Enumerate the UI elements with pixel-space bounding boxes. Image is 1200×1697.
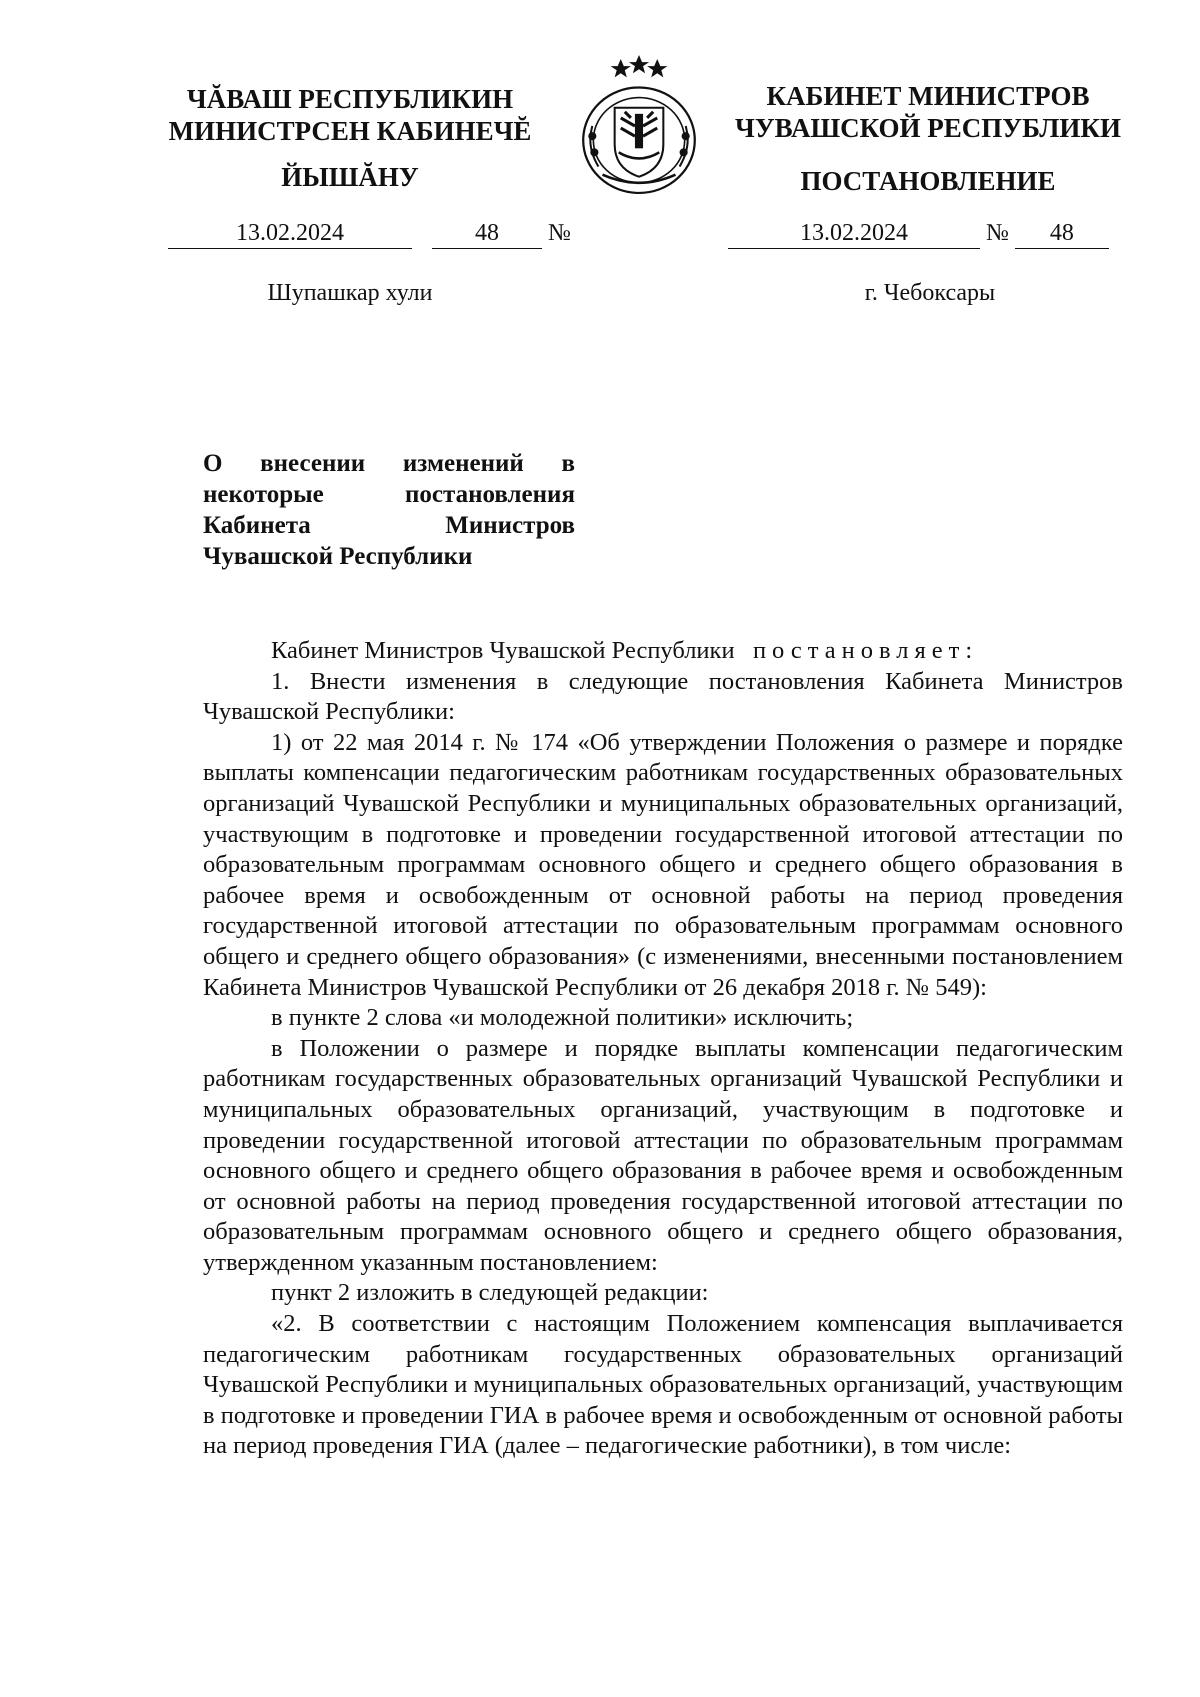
header-right-doc-type: ПОСТАНОВЛЕНИЕ <box>800 166 1056 196</box>
header-right-place: г. Чебоксары <box>864 280 996 306</box>
header-right-number-sign: № <box>986 220 1009 246</box>
preamble-lead: Кабинет Министров Чувашской Республики <box>271 637 735 664</box>
header-left-doc-type: ЙЫШĂНУ <box>281 162 419 192</box>
header-left-authority <box>150 83 550 147</box>
header-left-place: Шупашкар хули <box>267 280 433 306</box>
header-left-number: 48 <box>432 220 542 249</box>
header-left-line1: ЧĂВАШ РЕСПУБЛИКИН <box>186 84 514 114</box>
header-left-number-sign: № <box>548 220 571 246</box>
header-right-authority <box>728 80 1128 144</box>
document-body <box>203 636 1123 1462</box>
body-paragraph-4: в Положении о размере и порядке выплаты компенсации педагогическим работникам государственных образовательных организаций Чувашской Республики и муниципальных образовательных организаций, участвующим в подготовке и проведении государственной итоговой аттестации по образовательным программам основного общего и среднего общего образования в рабочее время и освобожденным от основной работы на период проведения государственной итоговой аттестации по образовательным программам основного общего и среднего общего образования, утвержденном указанным постановлением: <box>203 1034 1123 1276</box>
body-paragraph-preamble <box>203 636 1123 667</box>
chuvash-coat-of-arms-icon <box>568 55 710 197</box>
header-right-line2: ЧУВАШСКОЙ РЕСПУБЛИКИ <box>735 113 1121 143</box>
body-paragraph-6: «2. В соответствии с настоящим Положением компенсация выплачивается педагогическим работникам государственных образовательных организаций Чувашской Республики и муниципальных образовательных организаций, участвующим в подготовке и проведении ГИА в рабочее время и освобожденным от основной работы на период проведения ГИА (далее – педагогические работники), в том числе: <box>203 1310 1123 1460</box>
body-paragraph-1: 1. Внести изменения в следующие постановления Кабинета Министров Чувашской Республики: <box>203 667 1123 726</box>
header-right-date: 13.02.2024 <box>728 220 980 249</box>
header-left-number-line <box>168 220 571 249</box>
preamble-verb: постановляет: <box>752 637 979 664</box>
body-paragraph-2: 1) от 22 мая 2014 г. № 174 «Об утверждении Положения о размере и порядке выплаты компенсации педагогическим работникам государственных образовательных организаций Чувашской Республики и муниципальных образовательных организаций, участвующим в подготовке и проведении государственной итоговой аттестации по образовательным программам основного общего и среднего общего образования в рабочее время и освобожденным от основной работы на период проведения государственной итоговой аттестации по образовательным программам основного общего и среднего общего образования» (с изменениями, внесенными постановлением Кабинета Министров Чувашской Республики от 26 декабря 2018 г. № 549): <box>203 728 1123 1001</box>
header-right-number-line <box>728 220 1109 249</box>
header-right-number: 48 <box>1015 220 1109 249</box>
body-paragraph-5: пункт 2 изложить в следующей редакции: <box>271 1279 709 1307</box>
header-right-line1: КАБИНЕТ МИНИСТРОВ <box>766 81 1090 111</box>
body-paragraph-3: в пункте 2 слова «и молодежной политики» исключить; <box>271 1004 854 1032</box>
header-left-line2: МИНИСТРСЕН КАБИНЕЧĔ <box>168 116 532 146</box>
document-subject: О внесении изменений в некоторые постановления Кабинета Министров Чувашской Республики <box>203 450 575 570</box>
header-left-date: 13.02.2024 <box>168 220 412 249</box>
